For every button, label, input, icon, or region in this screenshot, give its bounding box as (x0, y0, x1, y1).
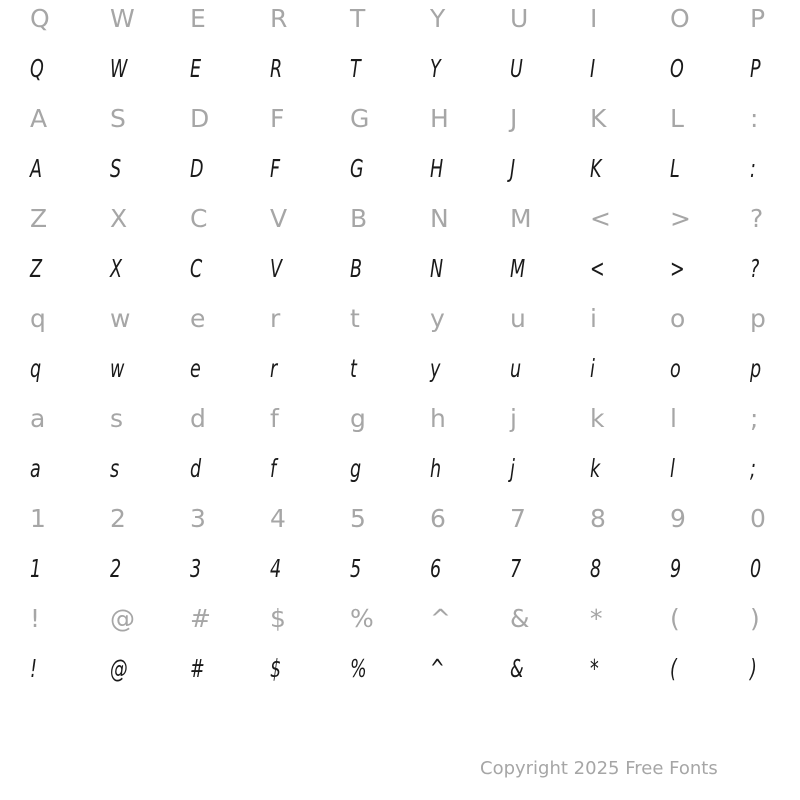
reference-glyph: w (110, 304, 131, 333)
specimen-glyph-row (0, 644, 800, 694)
reference-glyph: s (110, 404, 124, 433)
reference-glyph: * (590, 604, 603, 633)
specimen-glyph: T (350, 54, 361, 83)
specimen-glyph-row (0, 444, 800, 494)
specimen-glyph: W (110, 54, 128, 83)
specimen-glyph: Y (430, 54, 441, 83)
specimen-glyph: < (590, 254, 605, 283)
specimen-glyph: % (350, 654, 367, 683)
specimen-glyph: 5 (350, 554, 362, 583)
reference-glyph: > (670, 204, 691, 233)
reference-glyph: 5 (350, 504, 366, 533)
reference-glyph: ; (750, 404, 759, 433)
reference-glyph-row (0, 194, 800, 244)
reference-glyph-row (0, 494, 800, 544)
specimen-glyph: J (510, 154, 516, 183)
reference-glyph: M (510, 204, 532, 233)
reference-glyph: t (350, 304, 360, 333)
specimen-glyph-row (0, 244, 800, 294)
reference-glyph: ^ (430, 604, 451, 633)
specimen-glyph: ? (750, 254, 760, 283)
specimen-glyph: O (670, 54, 684, 83)
reference-glyph: j (510, 404, 517, 433)
reference-glyph: @ (110, 604, 135, 633)
specimen-glyph: l (670, 454, 675, 483)
reference-glyph: : (750, 104, 759, 133)
reference-glyph: E (190, 4, 206, 33)
specimen-glyph: 3 (190, 554, 202, 583)
specimen-glyph: ; (750, 454, 756, 483)
specimen-glyph-row (0, 44, 800, 94)
specimen-glyph: w (110, 354, 125, 383)
specimen-glyph: * (590, 654, 599, 683)
specimen-glyph: y (430, 354, 441, 383)
reference-glyph: g (350, 404, 366, 433)
specimen-glyph: 6 (430, 554, 442, 583)
copyright-text: Copyright 2025 Free Fonts (480, 758, 718, 779)
specimen-glyph: X (110, 254, 123, 283)
reference-glyph: l (670, 404, 677, 433)
specimen-glyph: R (270, 54, 283, 83)
specimen-glyph: 8 (590, 554, 602, 583)
specimen-glyph: @ (110, 654, 128, 683)
specimen-glyph: g (350, 454, 362, 483)
specimen-glyph: # (190, 654, 205, 683)
reference-glyph: 4 (270, 504, 286, 533)
reference-glyph: % (350, 604, 374, 633)
specimen-glyph: F (270, 154, 281, 183)
reference-glyph: S (110, 104, 126, 133)
specimen-glyph: V (270, 254, 283, 283)
specimen-glyph: p (750, 354, 762, 383)
reference-glyph: q (30, 304, 46, 333)
specimen-glyph: q (30, 354, 42, 383)
reference-glyph: B (350, 204, 368, 233)
reference-glyph: A (30, 104, 48, 133)
specimen-glyph: ( (670, 654, 677, 683)
reference-glyph-row (0, 0, 800, 44)
specimen-glyph: D (190, 154, 204, 183)
specimen-glyph: f (270, 454, 277, 483)
specimen-glyph: G (350, 154, 364, 183)
reference-glyph: P (750, 4, 766, 33)
specimen-glyph: L (670, 154, 680, 183)
specimen-glyph: 7 (510, 554, 522, 583)
reference-glyph: d (190, 404, 206, 433)
reference-glyph: u (510, 304, 526, 333)
reference-glyph-row (0, 394, 800, 444)
specimen-glyph: U (510, 54, 523, 83)
reference-glyph: I (590, 4, 598, 33)
specimen-glyph: M (510, 254, 526, 283)
reference-glyph: O (670, 4, 690, 33)
specimen-glyph-row (0, 344, 800, 394)
specimen-glyph: A (30, 154, 43, 183)
reference-glyph: ? (750, 204, 764, 233)
reference-glyph: Z (30, 204, 48, 233)
reference-glyph-row (0, 294, 800, 344)
reference-glyph: 9 (670, 504, 686, 533)
reference-glyph: 2 (110, 504, 126, 533)
reference-glyph: r (270, 304, 281, 333)
specimen-glyph: r (270, 354, 278, 383)
reference-glyph: # (190, 604, 211, 633)
specimen-glyph: 4 (270, 554, 282, 583)
specimen-glyph: P (750, 54, 761, 83)
reference-glyph: Q (30, 4, 50, 33)
reference-glyph: 1 (30, 504, 46, 533)
reference-glyph: ! (30, 604, 41, 633)
reference-glyph: y (430, 304, 445, 333)
reference-glyph: a (30, 404, 46, 433)
reference-glyph: G (350, 104, 370, 133)
specimen-glyph: Z (30, 254, 43, 283)
specimen-glyph: H (430, 154, 444, 183)
specimen-glyph: E (190, 54, 202, 83)
specimen-glyph: C (190, 254, 203, 283)
reference-glyph: f (270, 404, 279, 433)
reference-glyph: < (590, 204, 611, 233)
reference-glyph: K (590, 104, 607, 133)
specimen-glyph: 2 (110, 554, 122, 583)
reference-glyph: & (510, 604, 530, 633)
specimen-glyph: u (510, 354, 522, 383)
specimen-glyph: h (430, 454, 442, 483)
reference-glyph: ) (750, 604, 760, 633)
reference-glyph: h (430, 404, 446, 433)
reference-glyph: e (190, 304, 206, 333)
specimen-glyph: e (190, 354, 201, 383)
reference-glyph: 0 (750, 504, 766, 533)
reference-glyph: F (270, 104, 285, 133)
specimen-glyph: ^ (430, 654, 445, 683)
specimen-glyph: > (670, 254, 685, 283)
specimen-glyph: t (350, 354, 357, 383)
reference-glyph: N (430, 204, 449, 233)
reference-glyph: 8 (590, 504, 606, 533)
reference-glyph: 3 (190, 504, 206, 533)
reference-glyph: $ (270, 604, 286, 633)
specimen-glyph: I (590, 54, 596, 83)
specimen-glyph-row (0, 144, 800, 194)
specimen-glyph: 9 (670, 554, 682, 583)
reference-glyph: V (270, 204, 288, 233)
reference-glyph: 7 (510, 504, 526, 533)
specimen-glyph: N (430, 254, 444, 283)
specimen-glyph: s (110, 454, 120, 483)
specimen-glyph: a (30, 454, 41, 483)
specimen-glyph: B (350, 254, 363, 283)
specimen-glyph: ) (750, 654, 757, 683)
specimen-glyph: S (110, 154, 122, 183)
reference-glyph: H (430, 104, 449, 133)
specimen-glyph: j (510, 454, 515, 483)
reference-glyph: ( (670, 604, 680, 633)
reference-glyph: 6 (430, 504, 446, 533)
specimen-glyph: ! (30, 654, 38, 683)
reference-glyph: J (510, 104, 518, 133)
reference-glyph-row (0, 94, 800, 144)
reference-glyph: D (190, 104, 210, 133)
specimen-glyph: d (190, 454, 202, 483)
specimen-glyph: 0 (750, 554, 762, 583)
reference-glyph: X (110, 204, 128, 233)
specimen-glyph: Q (30, 54, 44, 83)
specimen-glyph: 1 (30, 554, 42, 583)
reference-glyph: o (670, 304, 686, 333)
reference-glyph: U (510, 4, 529, 33)
specimen-glyph: : (750, 154, 756, 183)
reference-glyph: i (590, 304, 597, 333)
specimen-glyph: & (510, 654, 524, 683)
reference-glyph: k (590, 404, 605, 433)
reference-glyph: T (350, 4, 366, 33)
reference-glyph-row (0, 594, 800, 644)
specimen-glyph: o (670, 354, 681, 383)
reference-glyph: R (270, 4, 288, 33)
specimen-glyph-row (0, 544, 800, 594)
specimen-glyph: $ (270, 654, 282, 683)
specimen-glyph: k (590, 454, 601, 483)
specimen-glyph: i (590, 354, 595, 383)
reference-glyph: C (190, 204, 208, 233)
reference-glyph: W (110, 4, 135, 33)
reference-glyph: L (670, 104, 684, 133)
specimen-glyph: K (590, 154, 602, 183)
reference-glyph: p (750, 304, 766, 333)
reference-glyph: Y (430, 4, 446, 33)
